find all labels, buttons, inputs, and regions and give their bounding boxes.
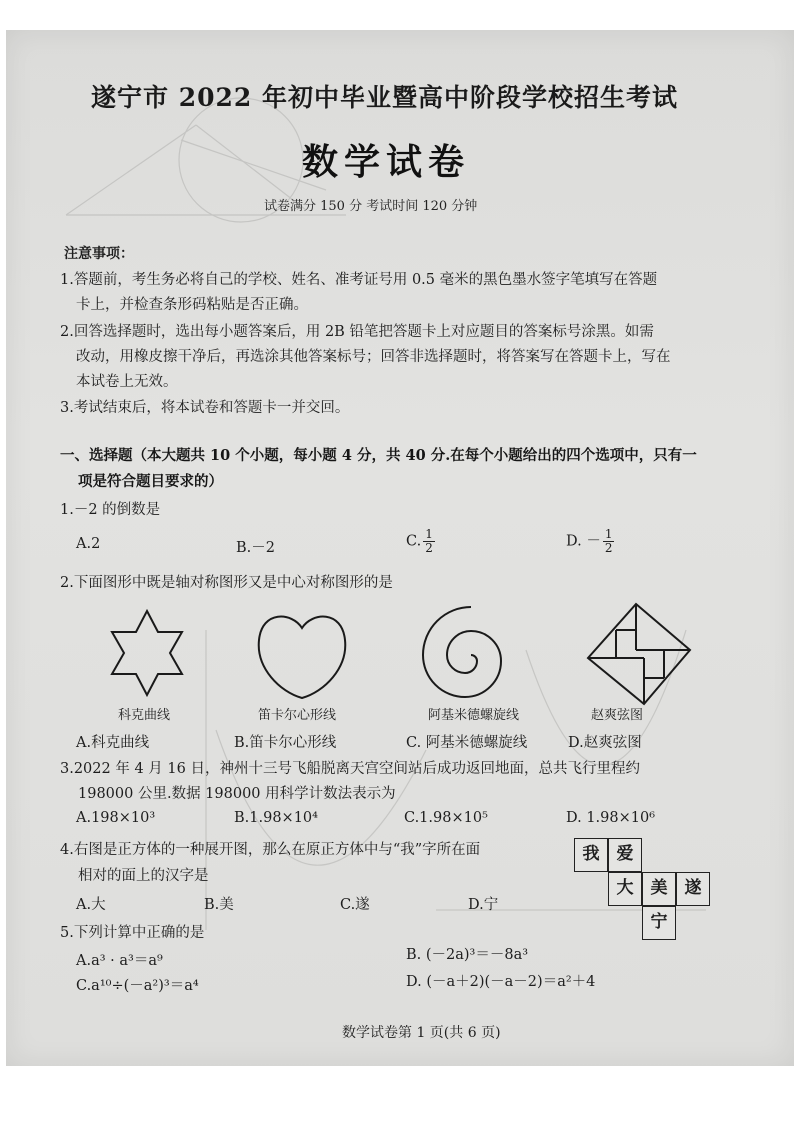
figure-label-zhao: 赵爽弦图 [591, 708, 644, 723]
q5-option-a: A.a³ · a³＝a⁹ [76, 953, 163, 969]
q5-option-c: C.a¹⁰÷(－a²)³＝a⁴ [76, 978, 199, 994]
q1-option-b: B.－2 [236, 540, 275, 556]
notes-line: 3.考试结束后，将本试卷和答题卡一并交回。 [60, 400, 350, 416]
q4-option-a: A.大 [76, 897, 106, 913]
notes-line: 改动，用橡皮擦干净后，再选涂其他答案标号；回答非选择题时，将答案写在答题卡上，写在 [76, 349, 671, 365]
q1-option-c: C. $\frac{1}{2}$ [406, 527, 433, 555]
question-1-stem: 1.－2 的倒数是 [60, 502, 161, 518]
notes-line: 2.回答选择题时，选出每小题答案后，用 2B 铅笔把答题卡上对应题目的答案标号涂黑。如需 [60, 324, 654, 340]
cube-net-cell: 大 [608, 872, 642, 906]
q4-option-b: B.美 [204, 897, 234, 913]
cube-net-cell: 爱 [608, 838, 642, 872]
q2-option-a: A.科克曲线 [76, 735, 150, 751]
cube-net-cell: 我 [574, 838, 608, 872]
q3-option-c: C.1.98×10⁵ [404, 810, 488, 826]
section-heading-cont: 项是符合题目要求的） [78, 473, 223, 490]
q5-option-b: B. (－2a)³＝－8a³ [406, 947, 529, 963]
cube-net-cell: 美 [642, 872, 676, 906]
q5-option-d: D. (－a＋2)(－a－2)＝a²＋4 [406, 974, 596, 990]
q2-option-c: C. 阿基米德螺旋线 [406, 735, 528, 751]
question-3-stem: 3.2022 年 4 月 16 日，神州十三号飞船脱离天宫空间站后成功返回地面，总共飞行里程约 [60, 761, 640, 777]
exam-subject-title: 数学试卷 [302, 141, 471, 183]
cube-net-cell: 宁 [642, 906, 676, 940]
cube-net-cell: 遂 [676, 872, 710, 906]
cube-net-figure [574, 838, 714, 958]
question-4-stem-cont: 相对的面上的汉字是 [78, 868, 209, 884]
q4-option-d: D.宁 [468, 897, 499, 913]
q1-option-d: D. － $\frac{1}{2}$ [566, 527, 613, 555]
q3-option-b: B.1.98×10⁴ [234, 810, 318, 826]
zhao-shuang-diagram-figure [576, 600, 696, 712]
question-4-stem: 4.右图是正方体的一种展开图，那么在原正方体中与“我”字所在面 [60, 842, 481, 858]
koch-curve-figure [102, 606, 192, 701]
fraction: $\frac{1}{2}$ [604, 527, 613, 555]
question-5-stem: 5.下列计算中正确的是 [60, 925, 205, 941]
figure-label-cardioid: 笛卡尔心形线 [258, 708, 337, 723]
archimedean-spiral-figure [416, 600, 526, 710]
q3-option-a: A.198×10³ [76, 810, 156, 826]
question-3-stem-cont: 198000 公里.数据 198000 用科学计数法表示为 [78, 786, 396, 802]
q3-option-d: D. 1.98×10⁶ [566, 810, 656, 826]
exam-title: 遂宁市 2022 年初中毕业暨高中阶段学校招生考试 [91, 83, 678, 112]
figure-label-spiral: 阿基米德螺旋线 [428, 708, 520, 723]
notes-line: 本试卷上无效。 [76, 374, 178, 390]
exam-paper-sheet [6, 30, 794, 1066]
q1-option-a: A.2 [76, 536, 101, 552]
q2-option-b: B.笛卡尔心形线 [234, 735, 337, 751]
cardioid-figure [252, 606, 352, 704]
exam-meta: 试卷满分 150 分 考试时间 120 分钟 [264, 199, 478, 214]
q4-option-c: C.遂 [340, 897, 370, 913]
fraction: $\frac{1}{2}$ [425, 527, 433, 555]
q2-option-d: D.赵爽弦图 [568, 735, 642, 751]
page-footer: 数学试卷第 1 页(共 6 页) [342, 1025, 501, 1041]
question-2-stem: 2.下面图形中既是轴对称图形又是中心对称图形的是 [60, 575, 393, 591]
notes-heading: 注意事项： [64, 246, 134, 262]
section-heading: 一、选择题（本大题共 10 个小题，每小题 4 分，共 40 分.在每个小题给出的四个选项中，只有一 [60, 447, 697, 464]
notes-line: 卡上，并检查条形码粘贴是否正确。 [76, 297, 308, 313]
figure-label-koch: 科克曲线 [118, 708, 171, 723]
notes-line: 1.答题前，考生务必将自己的学校、姓名、准考证号用 0.5 毫米的黑色墨水签字笔填写在答题 [60, 272, 658, 288]
